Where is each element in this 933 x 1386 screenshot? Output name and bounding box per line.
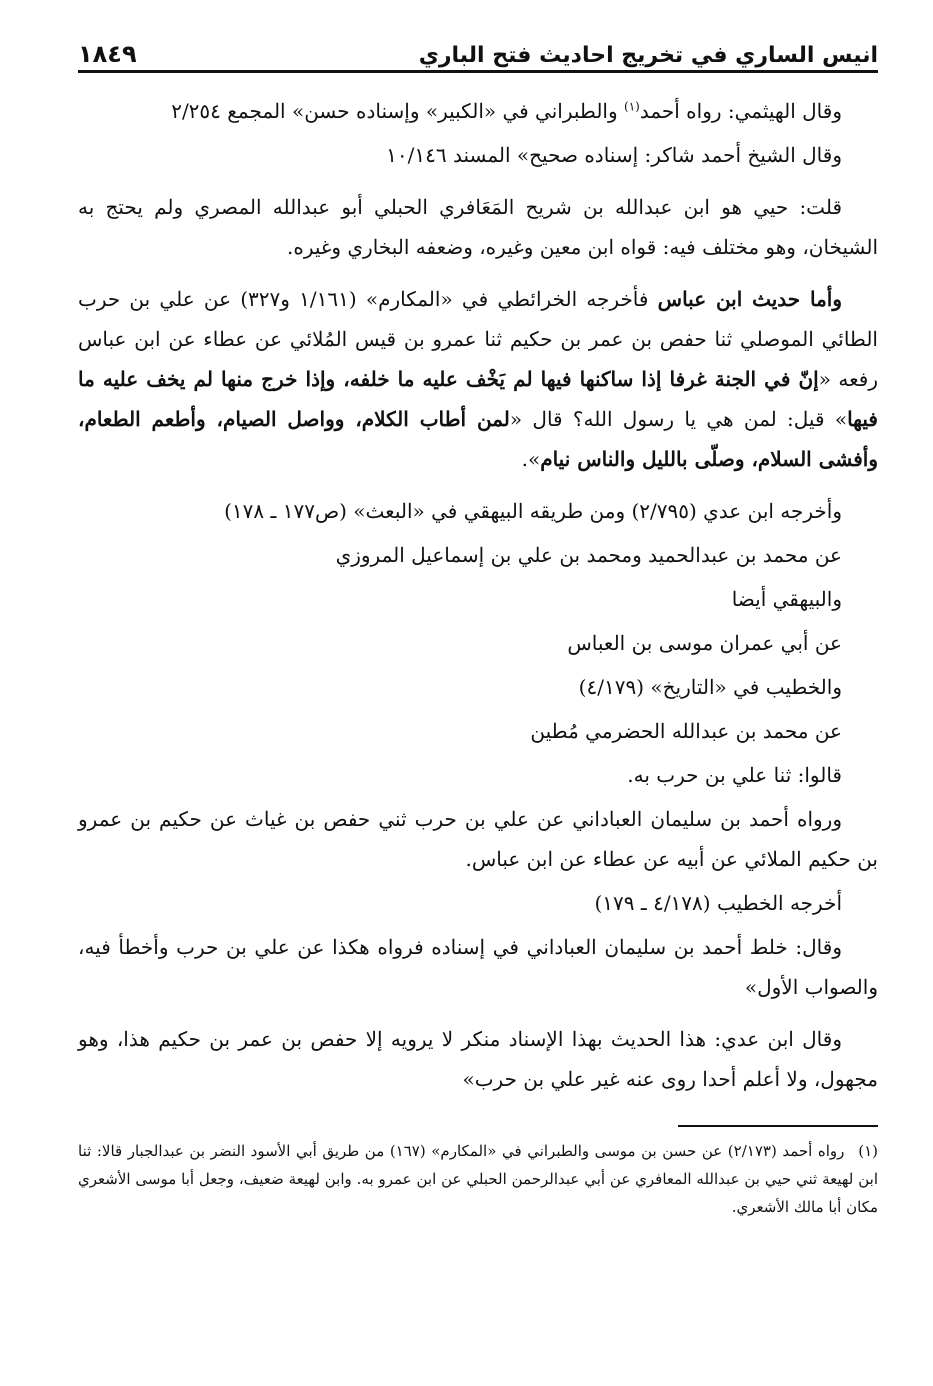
footnote-marker: (١) [858, 1142, 878, 1160]
paragraph-ibn-abbas-mid: » قيل: لمن هي يا رسول الله؟ قال « [509, 407, 848, 431]
paragraph-ibn-abbas-lead: وأما حديث ابن عباس [657, 287, 843, 311]
page-number: ١٨٤٩ [78, 40, 137, 68]
paragraph-khalata: وقال: خلط أحمد بن سليمان العباداني في إسناده فرواه هكذا عن علي بن حرب وأخطأ فيه، والصواب الأول» [78, 935, 878, 999]
paragraph-muhammad: عن محمد بن عبدالحميد ومحمد بن علي بن إسماعيل المروزي [335, 543, 842, 567]
book-title: انيس الساري في تخريج احاديث فتح الباري [418, 43, 878, 68]
paragraph-abi-imran: عن أبي عمران موسى بن العباس [567, 631, 842, 655]
running-header [78, 30, 878, 73]
paragraph-hadrami: عن محمد بن عبدالله الحضرمي مُطين [530, 719, 842, 743]
paragraph-akhrajahu: أخرجه الخطيب (٤/١٧٨ ـ ١٧٩) [594, 891, 842, 915]
paragraph-ibn-adi: وأخرجه ابن عدي (٢/٧٩٥) ومن طريقه البيهقي في «البعث» (ص١٧٧ ـ ١٧٨) [224, 499, 842, 523]
footnote-divider [678, 1125, 878, 1127]
footnote-text: رواه أحمد (٢/١٧٣) عن حسن بن موسى والطبراني في «المكارم» (١٦٧) من طريق أبي الأسود النضر بن عبدالجبار قالا: ثنا ابن لهيعة ثني حيي بن عبدالله المعافري عن أبي عبدالرحمن الحبلي عن ابن عمرو به. وابن لهيعة ضعيف، وجعل أبا موسى الأشعري مكان أبا مالك الأشعري. [78, 1142, 878, 1216]
footnote [78, 1137, 878, 1221]
paragraph-haythami-text-rest: والطبراني في «الكبير» وإسناده حسن» المجمع ٢/٢٥٤ [171, 99, 624, 123]
paragraph-ibn-abbas [78, 279, 878, 479]
page-body [78, 91, 878, 1099]
paragraph-ibn-abbas-text: فأخرجه الخرائطي في «المكارم» (١/١٦١ و٣٢٧) عن علي بن حرب الطائي الموصلي ثنا حفص بن عمر بن حكيم ثنا عمرو بن قيس المُلائي عن عطاء عن ابن عباس رفعه « [78, 287, 879, 391]
paragraph-abbadani: ورواه أحمد بن سليمان العباداني عن علي بن حرب ثني حفص بن غياث عن حكيم بن عمرو بن حكيم الملائي عن أبيه عن عطاء عن ابن عباس. [78, 807, 878, 871]
paragraph-khatib: والخطيب في «التاريخ» (٤/١٧٩) [578, 675, 842, 699]
hadith-text-2: لمن أطاب الكلام، وواصل الصيام، وأطعم الطعام، وأفشى السلام، وصلّى بالليل والناس نيام [78, 407, 878, 471]
paragraph-shakir: وقال الشيخ أحمد شاكر: إسناده صحيح» المسند ١٠/١٤٦ [386, 143, 842, 167]
footnote-reference[interactable]: (١) [624, 99, 640, 114]
hadith-text-1: إنّ في الجنة غرفا إذا ساكنها فيها لم يَخْف عليه ما خلفه، وإذا خرج منها لم يخف عليه ما فيها [78, 367, 878, 431]
paragraph-qultu: قلت: حيي هو ابن عبدالله بن شريح المَعَافري الحبلي أبو عبدالله المصري ولم يحتج به الشيخان، وهو مختلف فيه: قواه ابن معين وغيره، وضعفه البخاري وغيره. [78, 195, 878, 259]
paragraph-haythami [78, 91, 878, 131]
book-page [78, 30, 878, 1221]
paragraph-ibn-abbas-end: ». [521, 447, 541, 471]
paragraph-ibn-adi-comment: وقال ابن عدي: هذا الحديث بهذا الإسناد منكر لا يرويه إلا حفص بن عمر بن حكيم هذا، وهو مجهول، ولا أعلم أحدا روى عنه غير علي بن حرب» [78, 1027, 878, 1091]
paragraph-bayhaqi: والبيهقي أيضا [731, 587, 842, 611]
paragraph-qalu: قالوا: ثنا علي بن حرب به. [627, 763, 842, 787]
paragraph-haythami-text: وقال الهيثمي: رواه أحمد [639, 99, 842, 123]
